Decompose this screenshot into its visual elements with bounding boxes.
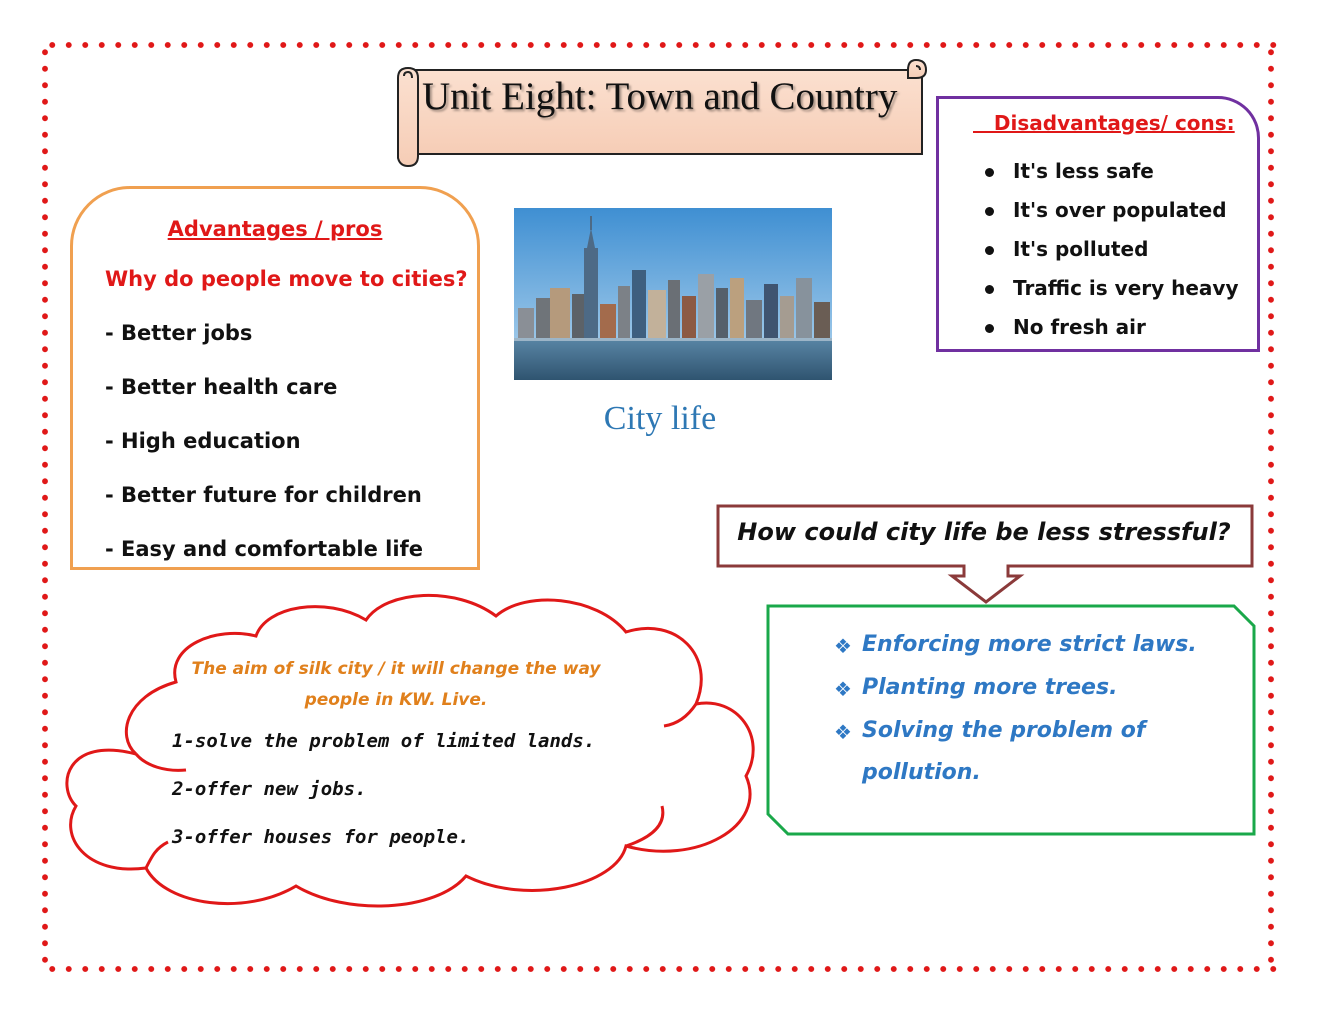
list-item: - Easy and comfortable life [105,537,423,561]
list-item: No fresh air [985,315,1239,354]
diamond-bullet-icon: ❖ [834,634,852,658]
disadvantages-list [985,159,1239,354]
list-item: Traffic is very heavy [985,276,1239,315]
city-skyline-photo [514,208,832,380]
callout-question: How could city life be less stressful? [737,518,1231,546]
advantages-question: Why do people move to cities? [105,267,468,291]
list-item: It's polluted [985,237,1239,276]
list-item: - Better health care [105,375,338,399]
city-life-caption: City life [603,400,717,437]
frame-border-bottom [44,964,1278,974]
list-item: 1-solve the problem of limited lands. [172,730,596,752]
list-item: - Better future for children [105,483,422,507]
frame-border-left [40,44,50,970]
bullet-icon [985,246,994,255]
title-scroll [392,56,932,170]
city-skyline-icon [514,208,832,380]
question-callout [716,504,1256,608]
solutions-box [766,604,1256,838]
page-title: Unit Eight: Town and Country [422,75,898,118]
list-item: 3-offer houses for people. [172,826,470,848]
list-item: It's less safe [985,159,1239,198]
advantages-box [70,186,480,570]
list-item: ❖ Planting more trees. [834,675,1118,701]
silk-city-cloud [56,586,768,916]
frame-border-top [44,40,1278,50]
list-item: - Better jobs [105,321,253,345]
bullet-icon [985,285,994,294]
list-item: It's over populated [985,198,1239,237]
silk-city-list [172,730,595,874]
solutions-continuation: pollution. [862,760,981,785]
advantages-heading: Advantages / pros [167,217,383,241]
solutions-list [834,632,1197,761]
advantages-list [105,321,423,591]
list-item: 2-offer new jobs. [172,778,367,800]
list-item: ❖ Enforcing more strict laws. [834,632,1197,658]
list-item: - High education [105,429,301,453]
list-item: ❖ Solving the problem of [834,718,1146,744]
silk-city-aim: The aim of silk city / it will change the way people in KW. Live. [191,659,601,710]
bullet-icon [985,207,994,216]
frame-border-right [1266,44,1276,970]
disadvantages-heading: Disadvantages/ cons: [973,111,1235,135]
bullet-icon [985,324,994,333]
bullet-icon [985,168,994,177]
diamond-bullet-icon: ❖ [834,677,852,701]
disadvantages-box [936,96,1260,352]
diamond-bullet-icon: ❖ [834,720,852,744]
